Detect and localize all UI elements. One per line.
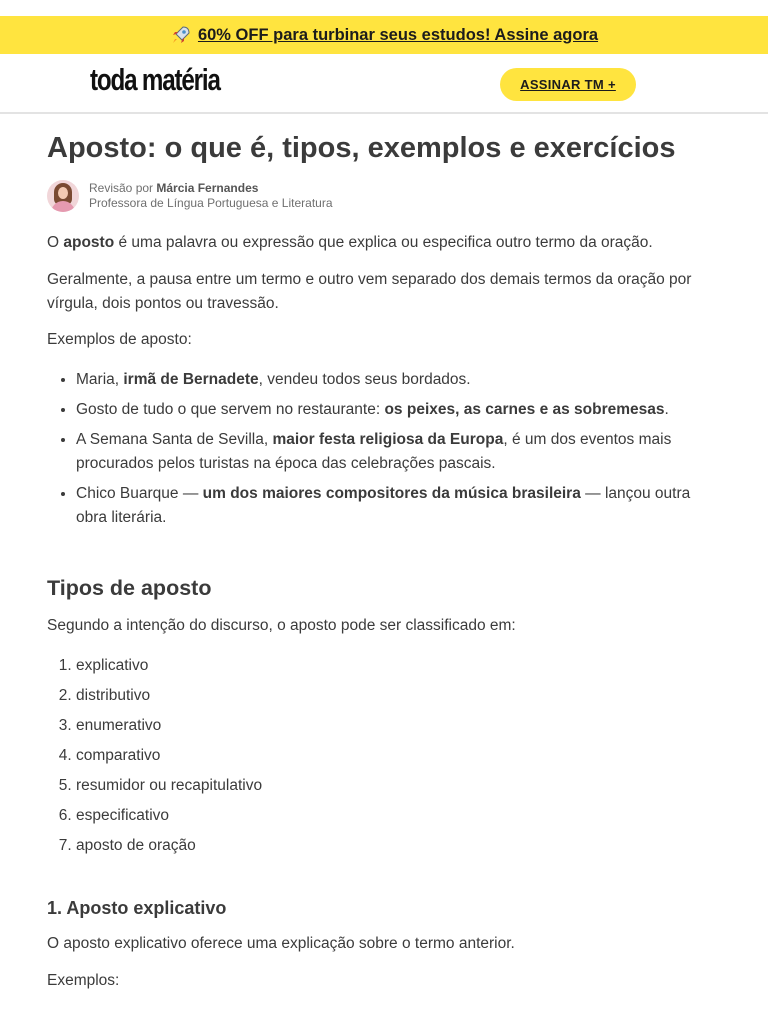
list-item: 4. comparativo [76, 744, 721, 768]
site-logo[interactable]: toda matéria [90, 62, 220, 97]
list-item: • Gosto de tudo o que servem no restaurante: os peixes, as carnes e as sobremesas. [76, 398, 721, 422]
top-strip [0, 0, 768, 16]
examples-label: Exemplos de aposto: [47, 331, 192, 348]
page-title: Aposto: o que é, tipos, exemplos e exercícios [47, 132, 676, 164]
types-intro: Segundo a intenção do discurso, o aposto pode ser classificado em: [47, 617, 516, 634]
list-item: 6. especificativo [76, 804, 721, 828]
article [0, 130, 768, 993]
promo-text: 60% OFF para turbinar seus estudos! Assine agora [197, 25, 599, 44]
list-item: • A Semana Santa de Sevilla, maior festa religiosa da Europa, é um dos eventos mais procurados pelos turistas na época das celebrações pascais. [76, 428, 721, 476]
examples-label-2: Exemplos: [47, 972, 120, 989]
list-item: 7. aposto de oração [76, 834, 721, 858]
list-item: • Chico Buarque — um dos maiores compositores da música brasileira — lançou outra obra literária. [76, 482, 721, 530]
paragraph-2: Geralmente, a pausa entre um termo e outro vem separado dos demais termos da oração por vírgula, dois pontos ou travessão. [47, 271, 692, 312]
author-box [47, 179, 721, 213]
review-prefix: Revisão por [89, 181, 154, 195]
list-item: 5. resumidor ou recapitulativo [76, 774, 721, 798]
rocket-icon [170, 24, 192, 46]
types-list [47, 654, 721, 858]
site-header [0, 54, 768, 114]
avatar[interactable] [47, 180, 79, 212]
section-heading-explicativo: 1. Aposto explicativo [47, 898, 227, 918]
list-item: • Maria, irmã de Bernadete, vendeu todos seus bordados. [76, 368, 721, 392]
reviewer-role: Professora de Língua Portuguesa e Literatura [89, 196, 333, 210]
promo-link[interactable] [170, 24, 598, 46]
list-item: 3. enumerativo [76, 714, 721, 738]
list-item: 2. distributivo [76, 684, 721, 708]
section-heading-types: Tipos de aposto [47, 576, 212, 600]
reviewer-name[interactable]: Márcia Fernandes [156, 181, 259, 195]
promo-banner [0, 16, 768, 54]
author-info [89, 181, 333, 211]
list-item: 1. explicativo [76, 654, 721, 678]
subscribe-button[interactable]: ASSINAR TM + [500, 68, 636, 101]
explicativo-paragraph: O aposto explicativo oferece uma explicação sobre o termo anterior. [47, 935, 515, 952]
intro-paragraph: O aposto é uma palavra ou expressão que explica ou especifica outro termo da oração. [47, 234, 653, 251]
examples-list [47, 368, 721, 530]
